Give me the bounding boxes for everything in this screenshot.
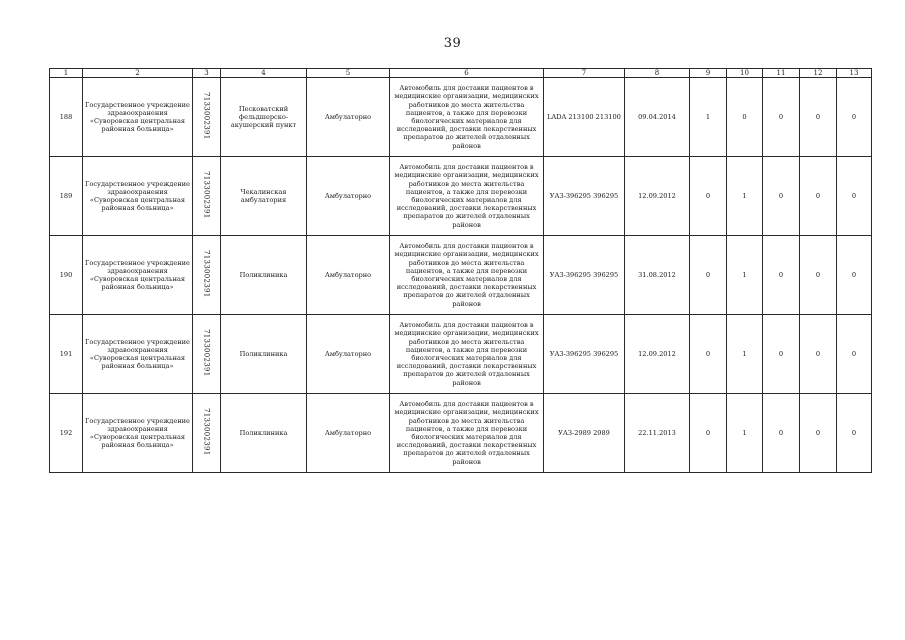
care-type-cell: Амбулаторно xyxy=(307,236,390,315)
row-number: 191 xyxy=(50,315,83,394)
column-header: 6 xyxy=(390,69,544,78)
organization-cell: Государственное учреждение здравоохранения «Суворовская центральная районная больница» xyxy=(83,78,193,157)
table-row xyxy=(50,157,872,236)
inn-cell: 7133002391 xyxy=(202,408,211,456)
date-cell: 12.09.2012 xyxy=(625,315,690,394)
count-cell: 0 xyxy=(763,236,800,315)
purpose-cell: Автомобиль для доставки пациентов в медицинские организации, медицинских работников до места жительства пациентов, а также для перевозки биологических материалов для исследований, доставки лекарственных препаратов до жителей отдаленных районов xyxy=(390,394,544,473)
column-header: 4 xyxy=(221,69,307,78)
purpose-cell: Автомобиль для доставки пациентов в медицинские организации, медицинских работников до места жительства пациентов, а также для перевозки биологических материалов для исследований, доставки лекарственных препаратов до жителей отдаленных районов xyxy=(390,315,544,394)
count-cell: 0 xyxy=(800,236,837,315)
date-cell: 12.09.2012 xyxy=(625,157,690,236)
unit-cell: Чекалинская амбулатория xyxy=(221,157,307,236)
count-cell: 0 xyxy=(837,236,872,315)
column-header: 8 xyxy=(625,69,690,78)
page-number: 39 xyxy=(443,36,462,51)
care-type-cell: Амбулаторно xyxy=(307,394,390,473)
unit-cell: Поликлиника xyxy=(221,315,307,394)
purpose-cell: Автомобиль для доставки пациентов в медицинские организации, медицинских работников до места жительства пациентов, а также для перевозки биологических материалов для исследований, доставки лекарственных препаратов до жителей отдаленных районов xyxy=(390,78,544,157)
column-header: 5 xyxy=(307,69,390,78)
count-cell: 0 xyxy=(690,394,727,473)
count-cell: 0 xyxy=(763,157,800,236)
date-cell: 09.04.2014 xyxy=(625,78,690,157)
count-cell: 0 xyxy=(837,394,872,473)
row-number: 188 xyxy=(50,78,83,157)
count-cell: 0 xyxy=(763,394,800,473)
count-cell: 1 xyxy=(727,236,763,315)
count-cell: 1 xyxy=(690,78,727,157)
count-cell: 0 xyxy=(763,315,800,394)
column-header: 7 xyxy=(544,69,625,78)
column-header: 12 xyxy=(800,69,837,78)
vehicle-table xyxy=(49,68,872,473)
organization-cell: Государственное учреждение здравоохранения «Суворовская центральная районная больница» xyxy=(83,315,193,394)
count-cell: 0 xyxy=(837,157,872,236)
count-cell: 0 xyxy=(800,157,837,236)
vehicle-model-cell: УАЗ-396295 396295 xyxy=(544,315,625,394)
date-cell: 31.08.2012 xyxy=(625,236,690,315)
count-cell: 0 xyxy=(690,157,727,236)
purpose-cell: Автомобиль для доставки пациентов в медицинские организации, медицинских работников до места жительства пациентов, а также для перевозки биологических материалов для исследований, доставки лекарственных препаратов до жителей отдаленных районов xyxy=(390,157,544,236)
table-row xyxy=(50,236,872,315)
column-header: 13 xyxy=(837,69,872,78)
column-header: 11 xyxy=(763,69,800,78)
column-header: 2 xyxy=(83,69,193,78)
vehicle-model-cell: LADA 213100 213100 xyxy=(544,78,625,157)
count-cell: 0 xyxy=(690,236,727,315)
care-type-cell: Амбулаторно xyxy=(307,315,390,394)
inn-cell: 7133002391 xyxy=(202,171,211,219)
count-cell: 0 xyxy=(837,78,872,157)
date-cell: 22.11.2013 xyxy=(625,394,690,473)
count-cell: 0 xyxy=(837,315,872,394)
count-cell: 1 xyxy=(727,394,763,473)
care-type-cell: Амбулаторно xyxy=(307,78,390,157)
care-type-cell: Амбулаторно xyxy=(307,157,390,236)
inn-cell: 7133002391 xyxy=(202,329,211,377)
purpose-cell: Автомобиль для доставки пациентов в медицинские организации, медицинских работников до места жительства пациентов, а также для перевозки биологических материалов для исследований, доставки лекарственных препаратов до жителей отдаленных районов xyxy=(390,236,544,315)
count-cell: 1 xyxy=(727,157,763,236)
column-header: 10 xyxy=(727,69,763,78)
unit-cell: Поликлиника xyxy=(221,236,307,315)
count-cell: 0 xyxy=(763,78,800,157)
row-number: 192 xyxy=(50,394,83,473)
row-number: 189 xyxy=(50,157,83,236)
inn-cell: 7133002391 xyxy=(202,250,211,298)
table-row xyxy=(50,315,872,394)
organization-cell: Государственное учреждение здравоохранения «Суворовская центральная районная больница» xyxy=(83,157,193,236)
column-header: 3 xyxy=(193,69,221,78)
count-cell: 0 xyxy=(800,315,837,394)
count-cell: 0 xyxy=(800,78,837,157)
vehicle-model-cell: УАЗ-396295 396295 xyxy=(544,157,625,236)
vehicle-model-cell: УАЗ-2989 2989 xyxy=(544,394,625,473)
count-cell: 0 xyxy=(690,315,727,394)
table-row xyxy=(50,78,872,157)
count-cell: 0 xyxy=(800,394,837,473)
column-header: 1 xyxy=(50,69,83,78)
vehicle-model-cell: УАЗ-396295 396295 xyxy=(544,236,625,315)
row-number: 190 xyxy=(50,236,83,315)
unit-cell: Поликлиника xyxy=(221,394,307,473)
organization-cell: Государственное учреждение здравоохранения «Суворовская центральная районная больница» xyxy=(83,394,193,473)
inn-cell: 7133002391 xyxy=(202,92,211,140)
table-row xyxy=(50,394,872,473)
organization-cell: Государственное учреждение здравоохранения «Суворовская центральная районная больница» xyxy=(83,236,193,315)
column-header: 9 xyxy=(690,69,727,78)
count-cell: 0 xyxy=(727,78,763,157)
header-row xyxy=(50,69,872,78)
unit-cell: Песковатский фельдшерско-акушерский пункт xyxy=(221,78,307,157)
count-cell: 1 xyxy=(727,315,763,394)
